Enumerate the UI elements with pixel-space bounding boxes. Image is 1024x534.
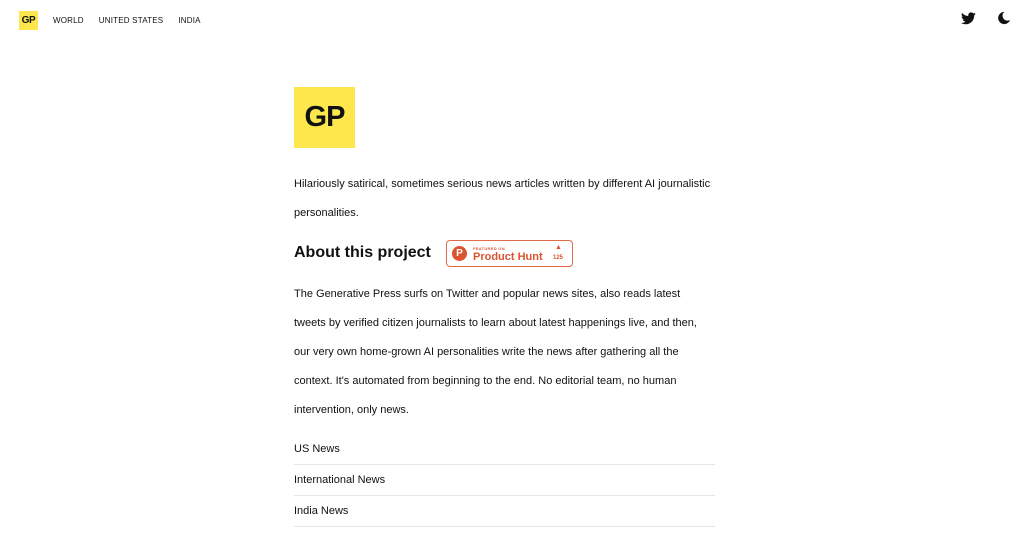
moon-icon — [997, 11, 1011, 25]
project-description: The Generative Press surfs on Twitter and popular news sites, also reads latest tweets by verified citizen journalists to learn about latest happenings live, and then, our very own home-grown AI personalities write the news after gathering all the context. It's automated from beginning to the end. No editorial team, no human intervention, only news. — [294, 288, 697, 416]
news-category-list — [294, 435, 715, 527]
brand-logo: GP — [294, 87, 355, 148]
product-hunt-badge[interactable] — [446, 240, 573, 267]
product-hunt-featured-label: FEATURED ON — [473, 246, 505, 251]
nav-item-united-states[interactable]: UNITED STATES — [98, 16, 164, 25]
nav-item-world[interactable]: WORLD — [53, 16, 84, 25]
product-hunt-icon: P — [452, 246, 467, 261]
nav-item-india[interactable]: INDIA — [178, 16, 201, 25]
main-nav — [53, 16, 216, 26]
link-india-news[interactable]: India News — [294, 497, 715, 527]
product-hunt-name: Product Hunt — [473, 251, 543, 263]
link-us-news[interactable]: US News — [294, 435, 715, 465]
link-international-news[interactable]: International News — [294, 466, 715, 496]
about-header-row — [294, 240, 715, 270]
home-logo[interactable]: GP — [19, 11, 38, 30]
top-nav-bar — [0, 0, 1024, 42]
twitter-icon — [961, 12, 976, 25]
twitter-button[interactable] — [959, 9, 977, 27]
tagline: Hilariously satirical, sometimes serious news articles written by different AI journalistic personalities. — [294, 178, 711, 219]
main-content — [294, 87, 715, 528]
about-title: About this project — [294, 244, 431, 261]
upvote-arrow-icon: ▲ — [555, 244, 562, 251]
product-hunt-upvote-count: 125 — [553, 255, 564, 261]
dark-mode-toggle[interactable] — [995, 9, 1013, 27]
